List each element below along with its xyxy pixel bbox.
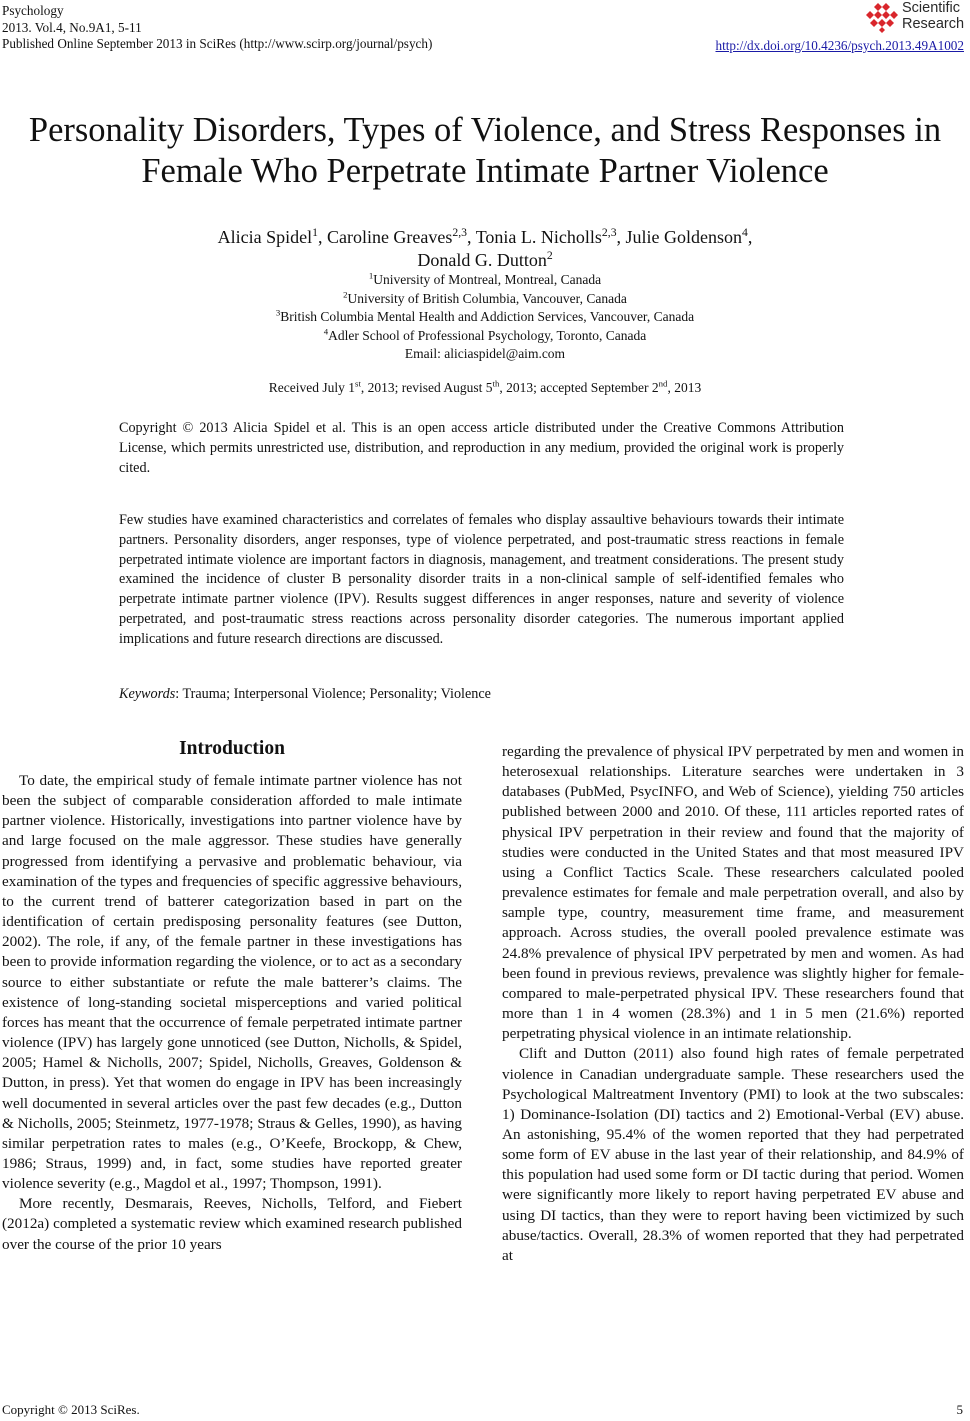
body-paragraph: To date, the empirical study of female intimate partner violence has not been the subject of comparable consideration afforded to male intimate partner violence. Historically, investigations into partner violence have by and large focused on the male aggressor. These studies have generally progressed from identifying a pervasive and problematic behaviour, via examination of the types and frequencies of specific aggressive behaviours, to the current trend of batterer categorization based in part on the identification of certain predisposing personality features (see Dutton, 2002). The role, if any, of the female partner in these investigations has been to provide information regarding the violence, or to act as a secondary source to either substantiate or refute the male batterer’s claims. The existence of long-standing societal misperceptions and varied political forces has meant that the occurrence of female perpetrated intimate partner violence (IPV) has largely gone unnoticed (see Dutton, Nicholls, & Spidel, 2005; Hamel & Nicholls, 2007; Spidel, Nicholls, Greaves, Goldenson & Dutton, in press). Yet that women do engage in IPV has been increasingly well documented in several articles over the past few decades (e.g., Dutton & Nicholls, 2005; Steinmetz, 1977-1978; Straus & Gelles, 1990), as having similar perpetration rates to males (e.g., O’Keefe, Brockopp, & Chew, 1986; Straus, 1999) and, in fact, some studies have reported greater violence severity (e.g., Magdol et al., 1997; Thompson, 1991). (2, 772, 462, 1193)
publication-info: Published Online September 2013 in SciRes (http://www.scirp.org/journal/psych) (2, 36, 433, 51)
keywords-label: Keywords (119, 686, 176, 702)
logo-text (902, 0, 964, 32)
affiliation-item (0, 308, 970, 327)
author-affiliation-mark: 2 (546, 249, 553, 262)
affiliation-mark: 3 (275, 307, 281, 318)
body-column-left (2, 771, 462, 1255)
author-line-1 (0, 226, 970, 249)
author-name: , Tonia L. Nicholls (467, 227, 602, 247)
author-email: Email: aliciaspidel@aim.com (404, 346, 566, 362)
affiliation-item (0, 290, 970, 309)
author-affiliation-mark: 1 (312, 226, 318, 239)
affiliation-mark: 4 (323, 326, 329, 337)
author-name: , Caroline Greaves (317, 227, 453, 247)
page-number: 5 (956, 1402, 963, 1417)
received-dates (0, 380, 970, 396)
affiliation-text: Adler School of Professional Psychology, Toronto, Canada (328, 327, 647, 343)
body-paragraph: regarding the prevalence of physical IPV perpetrated by men and women in heterosexual relationships. Literature searches were undertaken in 3 databases (PubMed, PsycINFO, and Web of Science), yielding 750 articles published between 2000 and 2010. Of these, 111 articles reported rates of physical IPV perpetration in their review and found that the majority of studies were conducted in the United States and that most measured IPV using a Conflict Tactics Scale. These researchers calculated pooled prevalence estimates for female and male perpetration overall, and also by sample type, country, measurement time frame, and measurement approach. Across studies, the overall pooled prevalence estimate was 24.8% prevalence of physical IPV perpetrated by men and women. As had been found in previous reviews, prevalence was slightly higher for female- compared to male-perpetrated physical IPV. These researchers found that more than 1 in 4 women (28.3%) and 1 in 5 men (21.6%) reported perpetrating physical violence in an intimate relationship. (502, 743, 964, 1043)
body-paragraph: More recently, Desmarais, Reeves, Nicholls, Telford, and Fiebert (2012a) completed a systematic review which examined research published over the course of the prior 10 years (2, 1195, 462, 1253)
journal-name: Psychology (2, 3, 64, 18)
author-affiliation-mark: 2,3 (452, 226, 468, 239)
logo-line-2: Research (902, 16, 965, 32)
affiliation-item (0, 271, 970, 290)
accepted-text: , 2013; accepted September 2 (499, 380, 659, 395)
received-text: Received July 1 (268, 380, 356, 395)
footer-copyright: Copyright © 2013 SciRes. (2, 1402, 140, 1417)
ordinal-suffix: nd (658, 378, 668, 389)
logo-mark-icon (866, 3, 900, 33)
logo-line-1: Scientific (902, 0, 961, 16)
scientific-research-logo (866, 0, 966, 36)
article-title (0, 110, 970, 192)
ordinal-suffix: st (355, 378, 361, 389)
affiliation-text: University of British Columbia, Vancouver, Canada (347, 290, 627, 306)
author-name: , Julie Goldenson (616, 227, 743, 247)
affiliation-text: University of Montreal, Montreal, Canada (373, 272, 602, 287)
abstract: Few studies have examined characteristics and correlates of females who display assaultive behaviours towards their intimate partners. Personality disorders, anger responses, type of violence perpetrated, and post-traumatic stress reactions in female perpetrated intimate violence are important factors in diagnosis, management, and treatment considerations. The present study examined the incidence of cluster B personality disorder traits in a non-clinical sample of self-identified females who perpetrate intimate partner violence (IPV). Results suggest differences in anger responses, nature and severity of violence perpetrated, and post-traumatic stress reactions across personality disorder categories. The numerous important applied implications and future research directions are discussed. (119, 512, 844, 647)
copyright-notice: Copyright © 2013 Alicia Spidel et al. This is an open access article distributed under the Creative Commons Attribution License, which permits unrestricted use, distribution, and reproduction in any medium, provided the original work is properly cited. (119, 420, 844, 476)
author-separator: , (747, 227, 753, 247)
keywords (119, 686, 491, 703)
affiliation-mark: 2 (343, 289, 348, 300)
title-line-1: Personality Disorders, Types of Violence, and Stress Responses in (28, 111, 942, 149)
author-list (0, 226, 970, 272)
affiliation-text: British Columbia Mental Health and Addiction Services, Vancouver, Canada (280, 309, 695, 325)
author-affiliation-mark: 2,3 (601, 226, 617, 239)
ordinal-suffix: th (492, 378, 500, 389)
author-line-2 (0, 249, 970, 272)
author-affiliation-mark: 4 (742, 226, 748, 239)
keywords-text: : Trauma; Interpersonal Violence; Personality; Violence (175, 686, 491, 702)
body-column-right (502, 742, 964, 1266)
author-name: Alicia Spidel (217, 227, 313, 247)
affiliation-mark: 1 (368, 270, 374, 281)
affiliations (0, 271, 970, 364)
doi-link[interactable]: http://dx.doi.org/10.4236/psych.2013.49A1002 (715, 38, 964, 53)
introduction-heading: Introduction (179, 738, 285, 759)
year-text: , 2013 (667, 380, 702, 395)
affiliation-item (0, 327, 970, 346)
journal-volume: 2013. Vol.4, No.9A1, 5-11 (2, 19, 142, 35)
author-name: Donald G. Dutton (417, 250, 547, 270)
body-paragraph: Clift and Dutton (2011) also found high rates of female perpetrated violence in Canadian undergraduate sample. These researchers used the Psychological Maltreatment Inventory (PMI) to look at the two subscales: 1) Dominance-Isolation (DI) tactics and 2) Emotional-Verbal (EV) abuse. An astonishing, 95.4% of the women reported that they had perpetrated some form of EV abuse in the last year of their relationship, and 84.9% of this population had used some form or DI tactic during that period. Women were significantly more likely to report having perpetrated EV abuse and using DI tactics, than they were to report having been victimized by such abuse/tactics. Overall, 28.3% of women reported that they had perpetrated at (502, 1045, 964, 1264)
journal-header (2, 3, 432, 53)
revised-text: , 2013; revised August 5 (360, 380, 493, 395)
title-line-2: Female Who Perpetrate Intimate Partner Violence (141, 152, 829, 190)
